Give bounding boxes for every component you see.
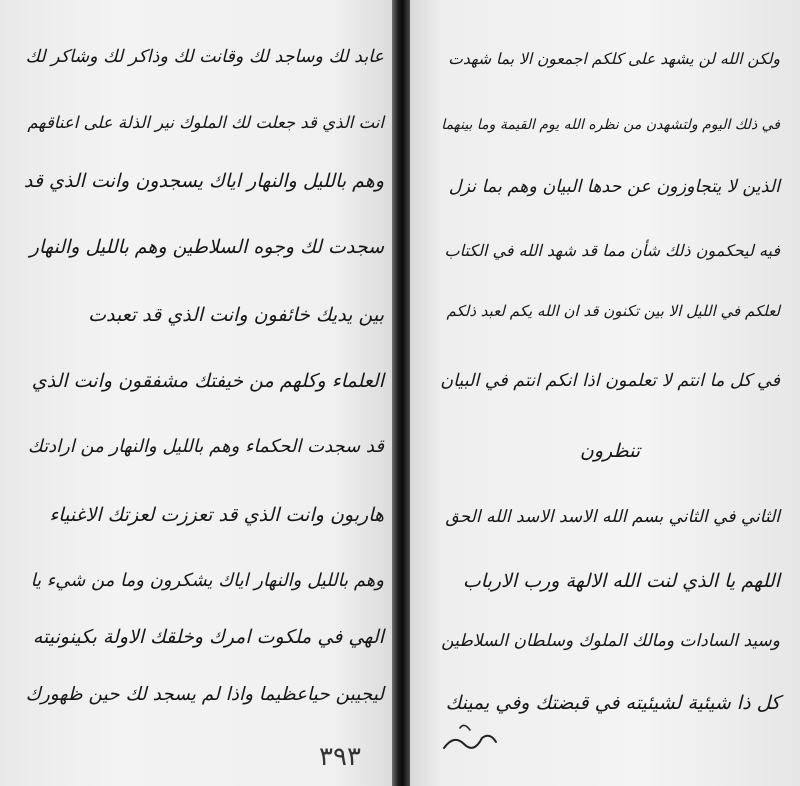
right-line-4: فيه ليحكمون ذلك شأن مما قد شهد الله في الكتاب: [444, 241, 780, 260]
left-line-6: العلماء وكلهم من خيفتك مشفقون وانت الذي: [31, 370, 384, 392]
book-gutter: [392, 0, 410, 786]
right-line-11: كل ذا شيئية لشيئيته في قبضتك وفي يمينك: [445, 692, 780, 714]
left-page-text: [0, 0, 392, 786]
right-line-5: لعلكم في الليل الا بين تكنون قد ان الله يكم لعبد ذلكم: [446, 302, 780, 320]
right-line-7: تنظرون: [579, 440, 641, 462]
catchword-mark: [440, 718, 500, 758]
left-page: [0, 0, 392, 786]
left-line-7: قد سجدت الحكماء وهم بالليل والنهار من ارادتك: [27, 436, 384, 457]
left-line-3: وهم بالليل والنهار اياك يسجدون وانت الذي قد: [23, 170, 384, 192]
right-line-9: اللهم يا الذي لنت الله الالهة ورب الارباب: [462, 570, 780, 592]
left-line-1: عابد لك وساجد لك وقانت لك وذاكر لك وشاكر لك: [25, 47, 384, 67]
right-line-8: الثاني في الثاني بسم الله الاسد الاسد الله الحق: [445, 507, 780, 527]
left-line-11: ليجيبن حياعظيما واذا لم يسجد لك حين ظهورك: [25, 684, 384, 705]
right-page: [410, 0, 800, 786]
left-line-4: سجدت لك وجوه السلاطين وهم بالليل والنهار: [29, 236, 384, 258]
page-number: ٣٩٣: [319, 742, 361, 772]
left-line-8: هاربون وانت الذي قد تعززت لعزتك الاغنياء: [49, 504, 384, 526]
left-line-2: انت الذي قد جعلت لك الملوك نير الذلة على اعناقهم: [27, 113, 384, 132]
right-line-3: الذين لا يتجاوزون عن حدها البيان وهم بما نزل: [448, 177, 780, 197]
right-line-6: في كل ما انتم لا تعلمون اذا انكم انتم في البيان: [440, 371, 780, 391]
right-line-10: وسيد السادات ومالك الملوك وسلطان السلاطين: [441, 631, 780, 651]
right-line-1: ولكن الله لن يشهد على كلكم اجمعون الا بما شهدت: [448, 50, 780, 68]
right-line-2: في ذلك اليوم ولتشهدن من نظره الله يوم القيمة وما بينهما: [441, 117, 780, 133]
left-line-10: الهي في ملكوت امرك وخلقك الاولة بكينونيته: [32, 626, 384, 648]
left-line-5: بين يديك خائفون وانت الذي قد تعبدت: [88, 304, 384, 326]
right-page-text: [410, 0, 800, 786]
left-line-9: وهم بالليل والنهار اياك يشكرون وما من شيء يا: [30, 570, 384, 591]
